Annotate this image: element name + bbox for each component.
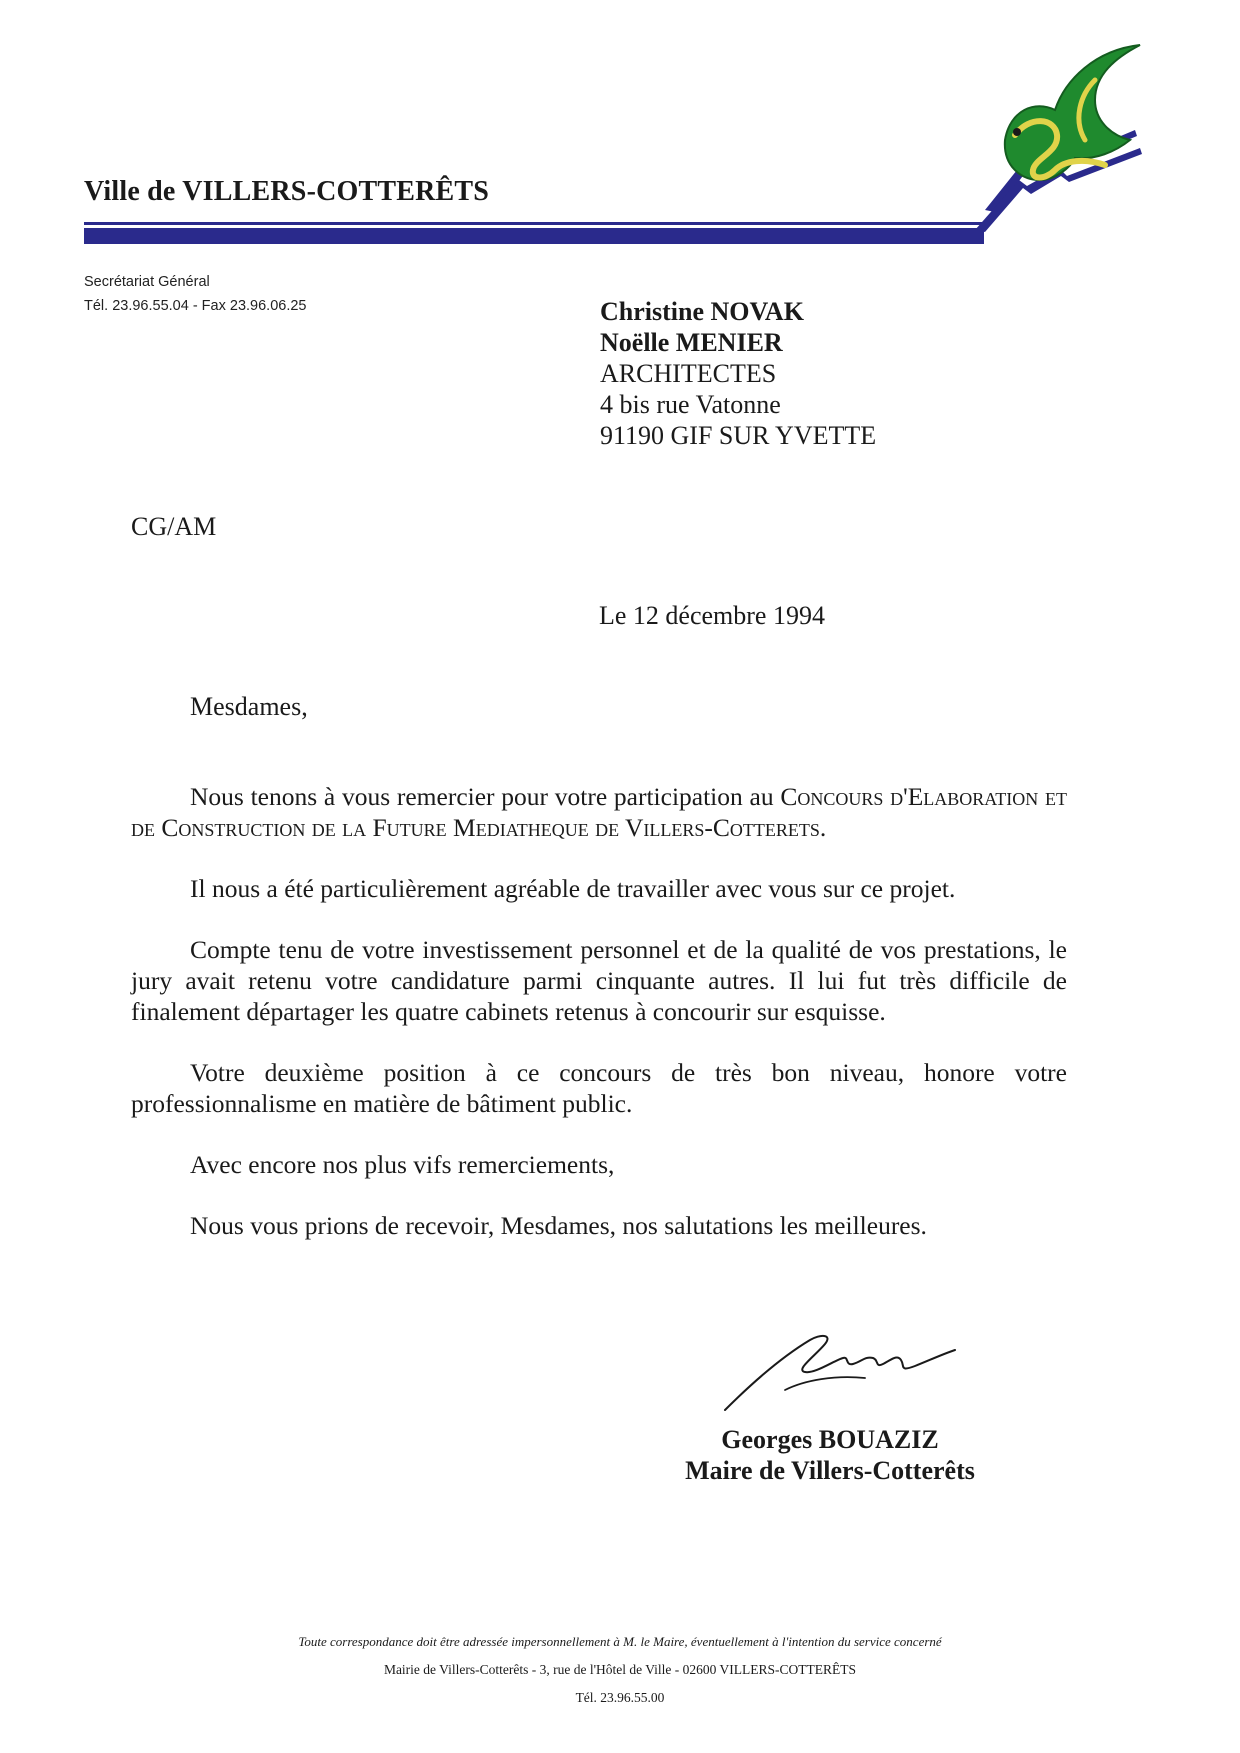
- signatory-name: Georges BOUAZIZ: [721, 1425, 939, 1454]
- handwritten-signature: [715, 1320, 965, 1420]
- letter-date: Le 12 décembre 1994: [599, 601, 825, 630]
- paragraph-5: Avec encore nos plus vifs remerciements,: [190, 1150, 615, 1179]
- paragraph-4: Votre deuxième position à ce concours de très bon niveau, honore votre professionnalisme en matière de bâtiment public.: [131, 1058, 1067, 1118]
- header-band: [84, 222, 984, 246]
- paragraph-1-intro: Nous tenons à vous remercier pour votre participation au: [190, 782, 781, 811]
- footer: [0, 1628, 1240, 1712]
- footer-address: Mairie de Villers-Cotterêts - 3, rue de l'Hôtel de Ville - 02600 VILLERS-COTTERÊTS: [383, 1662, 857, 1677]
- recipient-street: 4 bis rue Vatonne: [600, 390, 781, 419]
- paragraph-1-end: .: [819, 813, 827, 842]
- paragraph-3: Compte tenu de votre investissement personnel et de la qualité de vos prestations, le jury avait retenu votre candidature parmi cinquante autres. Il lui fut très difficile de finalement départager les quatre cabinets retenus à concourir sur esquisse.: [131, 935, 1067, 1026]
- recipient-city: 91190 GIF SUR YVETTE: [600, 421, 877, 450]
- paragraph-2: Il nous a été particulièrement agréable de travailler avec vous sur ce projet.: [190, 874, 956, 903]
- recipient-profession: ARCHITECTES: [600, 359, 777, 388]
- footer-phone: Tél. 23.96.55.00: [575, 1690, 665, 1705]
- recipient-name-1: Christine NOVAK: [600, 297, 804, 326]
- service-contact: Tél. 23.96.55.04 - Fax 23.96.06.25: [84, 298, 307, 314]
- city-logo-icon: [945, 40, 1145, 240]
- service-block: [84, 270, 306, 318]
- recipient-name-2: Noëlle MENIER: [600, 328, 783, 357]
- reference: CG/AM: [131, 512, 217, 541]
- service-name: Secrétariat Général: [84, 274, 210, 290]
- signatory: [600, 1424, 1060, 1486]
- paragraph-1: [131, 781, 1067, 843]
- letter-body: [131, 781, 1067, 1271]
- footer-notice: Toute correspondance doit être adressée impersonnellement à M. le Maire, éventuellement à l'intention du service concerné: [298, 1634, 942, 1649]
- paragraph-6: Nous vous prions de recevoir, Mesdames, nos salutations les meilleures.: [190, 1211, 927, 1240]
- contest-title: Concours d'Elaboration et de Construction de la Future Mediatheque de Villers-Cotterets: [131, 782, 1067, 842]
- city-title: Ville de VILLERS-COTTERÊTS: [84, 176, 490, 207]
- recipient-address: [600, 296, 876, 451]
- salutation: Mesdames,: [190, 692, 308, 721]
- signatory-title: Maire de Villers-Cotterêts: [685, 1456, 975, 1485]
